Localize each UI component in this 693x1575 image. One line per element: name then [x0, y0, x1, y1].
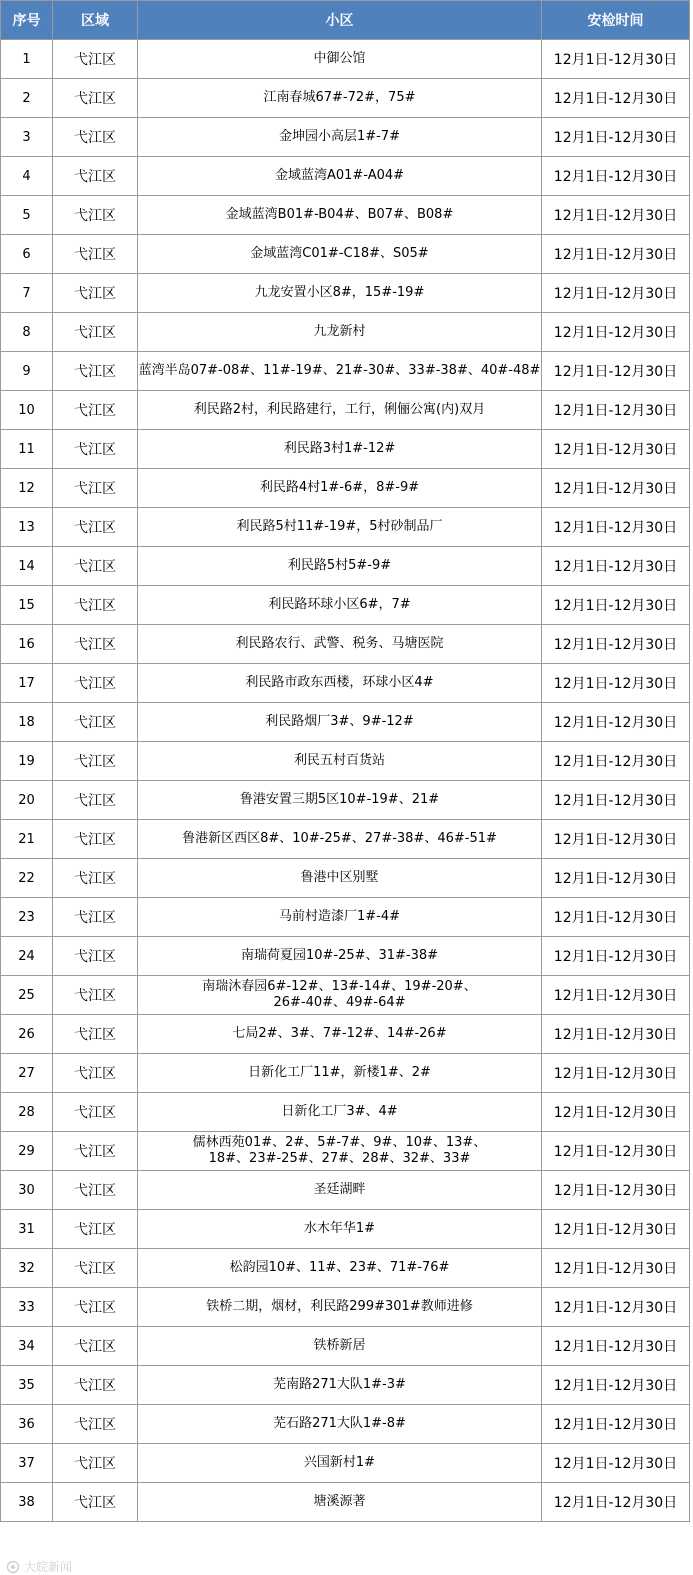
cell-district: 弋江区 [53, 157, 138, 196]
cell-community: 金域蓝湾B01#-B04#、B07#、B08# [138, 196, 542, 235]
cell-serial: 25 [1, 976, 53, 1015]
cell-district: 弋江区 [53, 118, 138, 157]
cell-community: 金坤园小高层1#-7# [138, 118, 542, 157]
table-row [1, 1054, 690, 1093]
cell-community: 水木年华1# [138, 1210, 542, 1249]
header-row [1, 1, 690, 40]
table-row [1, 1132, 690, 1171]
cell-serial: 17 [1, 664, 53, 703]
cell-serial: 33 [1, 1288, 53, 1327]
cell-serial: 36 [1, 1405, 53, 1444]
cell-community: 九龙新村 [138, 313, 542, 352]
cell-serial: 15 [1, 586, 53, 625]
cell-community: 塘溪源著 [138, 1483, 542, 1522]
cell-inspection-time: 12月1日-12月30日 [542, 937, 690, 976]
cell-district: 弋江区 [53, 352, 138, 391]
cell-inspection-time: 12月1日-12月30日 [542, 547, 690, 586]
header-serial: 序号 [1, 1, 53, 40]
table-row [1, 235, 690, 274]
cell-serial: 13 [1, 508, 53, 547]
cell-district: 弋江区 [53, 1327, 138, 1366]
cell-serial: 21 [1, 820, 53, 859]
cell-community: 松韵园10#、11#、23#、71#-76# [138, 1249, 542, 1288]
table-row [1, 469, 690, 508]
table-row [1, 40, 690, 79]
cell-community: 利民路烟厂3#、9#-12# [138, 703, 542, 742]
cell-inspection-time: 12月1日-12月30日 [542, 1132, 690, 1171]
cell-serial: 18 [1, 703, 53, 742]
cell-serial: 11 [1, 430, 53, 469]
cell-district: 弋江区 [53, 1405, 138, 1444]
cell-community: 利民路5村11#-19#，5村砂制品厂 [138, 508, 542, 547]
cell-inspection-time: 12月1日-12月30日 [542, 79, 690, 118]
cell-inspection-time: 12月1日-12月30日 [542, 898, 690, 937]
cell-inspection-time: 12月1日-12月30日 [542, 1444, 690, 1483]
table-row [1, 781, 690, 820]
cell-inspection-time: 12月1日-12月30日 [542, 430, 690, 469]
cell-serial: 16 [1, 625, 53, 664]
cell-district: 弋江区 [53, 1366, 138, 1405]
cell-community: 兴国新村1# [138, 1444, 542, 1483]
cell-community: 圣廷湖畔 [138, 1171, 542, 1210]
cell-district: 弋江区 [53, 508, 138, 547]
cell-community: 金域蓝湾A01#-A04# [138, 157, 542, 196]
cell-district: 弋江区 [53, 859, 138, 898]
cell-district: 弋江区 [53, 742, 138, 781]
table-row [1, 1444, 690, 1483]
cell-serial: 23 [1, 898, 53, 937]
cell-district: 弋江区 [53, 469, 138, 508]
table-row [1, 313, 690, 352]
cell-community: 马前村造漆厂1#-4# [138, 898, 542, 937]
cell-district: 弋江区 [53, 1444, 138, 1483]
cell-inspection-time: 12月1日-12月30日 [542, 157, 690, 196]
cell-community: 利民路环球小区6#，7# [138, 586, 542, 625]
header-community: 小区 [138, 1, 542, 40]
cell-inspection-time: 12月1日-12月30日 [542, 1327, 690, 1366]
cell-serial: 32 [1, 1249, 53, 1288]
cell-inspection-time: 12月1日-12月30日 [542, 625, 690, 664]
cell-community: 芜南路271大队1#-3# [138, 1366, 542, 1405]
cell-serial: 27 [1, 1054, 53, 1093]
table-row [1, 742, 690, 781]
watermark-logo-icon [6, 1560, 20, 1574]
cell-inspection-time: 12月1日-12月30日 [542, 1093, 690, 1132]
table-row [1, 79, 690, 118]
cell-inspection-time: 12月1日-12月30日 [542, 1054, 690, 1093]
cell-district: 弋江区 [53, 430, 138, 469]
table-row [1, 859, 690, 898]
cell-district: 弋江区 [53, 781, 138, 820]
cell-district: 弋江区 [53, 1483, 138, 1522]
table-row [1, 586, 690, 625]
cell-district: 弋江区 [53, 1171, 138, 1210]
cell-community: 利民路4村1#-6#，8#-9# [138, 469, 542, 508]
footer-strip [0, 1556, 693, 1574]
cell-inspection-time: 12月1日-12月30日 [542, 118, 690, 157]
cell-serial: 20 [1, 781, 53, 820]
cell-district: 弋江区 [53, 547, 138, 586]
cell-inspection-time: 12月1日-12月30日 [542, 508, 690, 547]
table-row [1, 664, 690, 703]
cell-serial: 29 [1, 1132, 53, 1171]
cell-district: 弋江区 [53, 1210, 138, 1249]
table-row [1, 118, 690, 157]
cell-district: 弋江区 [53, 976, 138, 1015]
cell-district: 弋江区 [53, 391, 138, 430]
table-row [1, 1405, 690, 1444]
cell-community: 蓝湾半岛07#-08#、11#-19#、21#-30#、33#-38#、40#-48# [138, 352, 542, 391]
cell-community: 九龙安置小区8#，15#-19# [138, 274, 542, 313]
cell-district: 弋江区 [53, 586, 138, 625]
cell-community: 利民路农行、武警、税务、马塘医院 [138, 625, 542, 664]
table-row [1, 547, 690, 586]
table-row [1, 1171, 690, 1210]
header-district: 区域 [53, 1, 138, 40]
cell-serial: 6 [1, 235, 53, 274]
cell-inspection-time: 12月1日-12月30日 [542, 196, 690, 235]
cell-community: 利民五村百货站 [138, 742, 542, 781]
cell-district: 弋江区 [53, 313, 138, 352]
cell-inspection-time: 12月1日-12月30日 [542, 1249, 690, 1288]
table-row [1, 157, 690, 196]
cell-inspection-time: 12月1日-12月30日 [542, 703, 690, 742]
cell-community: 日新化工厂11#，新楼1#、2# [138, 1054, 542, 1093]
watermark-text: 大皖新闻 [24, 1560, 73, 1574]
cell-district: 弋江区 [53, 235, 138, 274]
cell-inspection-time: 12月1日-12月30日 [542, 40, 690, 79]
table-row [1, 1483, 690, 1522]
cell-serial: 14 [1, 547, 53, 586]
cell-inspection-time: 12月1日-12月30日 [542, 859, 690, 898]
cell-community: 江南春城67#-72#，75# [138, 79, 542, 118]
table-row [1, 1210, 690, 1249]
cell-community: 南瑞沐春园6#-12#、13#-14#、19#-20#、 26#-40#、49#-64# [138, 976, 542, 1015]
cell-community: 鲁港中区别墅 [138, 859, 542, 898]
table-row [1, 1015, 690, 1054]
table-body [1, 40, 690, 1522]
cell-community: 铁桥二期，烟材，利民路299#301#教师进修 [138, 1288, 542, 1327]
cell-inspection-time: 12月1日-12月30日 [542, 820, 690, 859]
cell-serial: 4 [1, 157, 53, 196]
cell-district: 弋江区 [53, 79, 138, 118]
cell-inspection-time: 12月1日-12月30日 [542, 352, 690, 391]
header-inspection-time: 安检时间 [542, 1, 690, 40]
cell-district: 弋江区 [53, 1054, 138, 1093]
cell-district: 弋江区 [53, 1015, 138, 1054]
cell-serial: 37 [1, 1444, 53, 1483]
cell-inspection-time: 12月1日-12月30日 [542, 586, 690, 625]
table-header [1, 1, 690, 40]
cell-serial: 35 [1, 1366, 53, 1405]
cell-inspection-time: 12月1日-12月30日 [542, 274, 690, 313]
cell-district: 弋江区 [53, 937, 138, 976]
cell-serial: 30 [1, 1171, 53, 1210]
cell-community: 中御公馆 [138, 40, 542, 79]
table-row [1, 1249, 690, 1288]
cell-community: 七局2#、3#、7#-12#、14#-26# [138, 1015, 542, 1054]
cell-district: 弋江区 [53, 1288, 138, 1327]
cell-community: 鲁港新区西区8#、10#-25#、27#-38#、46#-51# [138, 820, 542, 859]
cell-inspection-time: 12月1日-12月30日 [542, 781, 690, 820]
cell-inspection-time: 12月1日-12月30日 [542, 1210, 690, 1249]
table-row [1, 430, 690, 469]
cell-district: 弋江区 [53, 664, 138, 703]
table-row [1, 1093, 690, 1132]
table-row [1, 196, 690, 235]
cell-serial: 19 [1, 742, 53, 781]
cell-serial: 10 [1, 391, 53, 430]
cell-serial: 24 [1, 937, 53, 976]
cell-inspection-time: 12月1日-12月30日 [542, 469, 690, 508]
table-row [1, 1366, 690, 1405]
cell-district: 弋江区 [53, 274, 138, 313]
cell-district: 弋江区 [53, 1093, 138, 1132]
cell-serial: 28 [1, 1093, 53, 1132]
cell-community: 芜石路271大队1#-8# [138, 1405, 542, 1444]
watermark [6, 1558, 72, 1575]
cell-district: 弋江区 [53, 1132, 138, 1171]
cell-inspection-time: 12月1日-12月30日 [542, 1288, 690, 1327]
table-row [1, 274, 690, 313]
cell-inspection-time: 12月1日-12月30日 [542, 742, 690, 781]
cell-inspection-time: 12月1日-12月30日 [542, 664, 690, 703]
cell-district: 弋江区 [53, 820, 138, 859]
cell-serial: 1 [1, 40, 53, 79]
cell-serial: 12 [1, 469, 53, 508]
cell-serial: 38 [1, 1483, 53, 1522]
cell-district: 弋江区 [53, 196, 138, 235]
cell-community: 鲁港安置三期5区10#-19#、21# [138, 781, 542, 820]
cell-community: 儒林西苑01#、2#、5#-7#、9#、10#、13#、 18#、23#-25#、27#、28#、32#、33# [138, 1132, 542, 1171]
table-row [1, 508, 690, 547]
table-row [1, 820, 690, 859]
table-row [1, 391, 690, 430]
cell-serial: 26 [1, 1015, 53, 1054]
table-row [1, 625, 690, 664]
cell-inspection-time: 12月1日-12月30日 [542, 1015, 690, 1054]
cell-serial: 7 [1, 274, 53, 313]
cell-community: 金域蓝湾C01#-C18#、S05# [138, 235, 542, 274]
cell-inspection-time: 12月1日-12月30日 [542, 235, 690, 274]
cell-serial: 2 [1, 79, 53, 118]
cell-district: 弋江区 [53, 1249, 138, 1288]
cell-inspection-time: 12月1日-12月30日 [542, 1405, 690, 1444]
cell-district: 弋江区 [53, 625, 138, 664]
cell-inspection-time: 12月1日-12月30日 [542, 1366, 690, 1405]
cell-serial: 5 [1, 196, 53, 235]
cell-district: 弋江区 [53, 40, 138, 79]
table-row [1, 1288, 690, 1327]
cell-serial: 22 [1, 859, 53, 898]
table-row [1, 976, 690, 1015]
cell-inspection-time: 12月1日-12月30日 [542, 976, 690, 1015]
cell-inspection-time: 12月1日-12月30日 [542, 1171, 690, 1210]
cell-inspection-time: 12月1日-12月30日 [542, 1483, 690, 1522]
cell-serial: 9 [1, 352, 53, 391]
cell-community: 日新化工厂3#、4# [138, 1093, 542, 1132]
cell-serial: 31 [1, 1210, 53, 1249]
cell-inspection-time: 12月1日-12月30日 [542, 391, 690, 430]
cell-community: 利民路市政东西楼，环球小区4# [138, 664, 542, 703]
cell-community: 利民路3村1#-12# [138, 430, 542, 469]
table-row [1, 898, 690, 937]
cell-inspection-time: 12月1日-12月30日 [542, 313, 690, 352]
cell-community: 铁桥新居 [138, 1327, 542, 1366]
cell-community: 利民路5村5#-9# [138, 547, 542, 586]
cell-district: 弋江区 [53, 703, 138, 742]
table-row [1, 352, 690, 391]
cell-district: 弋江区 [53, 898, 138, 937]
table-row [1, 1327, 690, 1366]
cell-serial: 8 [1, 313, 53, 352]
cell-serial: 3 [1, 118, 53, 157]
table-row [1, 937, 690, 976]
cell-community: 南瑞荷夏园10#-25#、31#-38# [138, 937, 542, 976]
cell-serial: 34 [1, 1327, 53, 1366]
cell-community: 利民路2村，利民路建行，工行，俐俪公寓(内)双月 [138, 391, 542, 430]
table-row [1, 703, 690, 742]
